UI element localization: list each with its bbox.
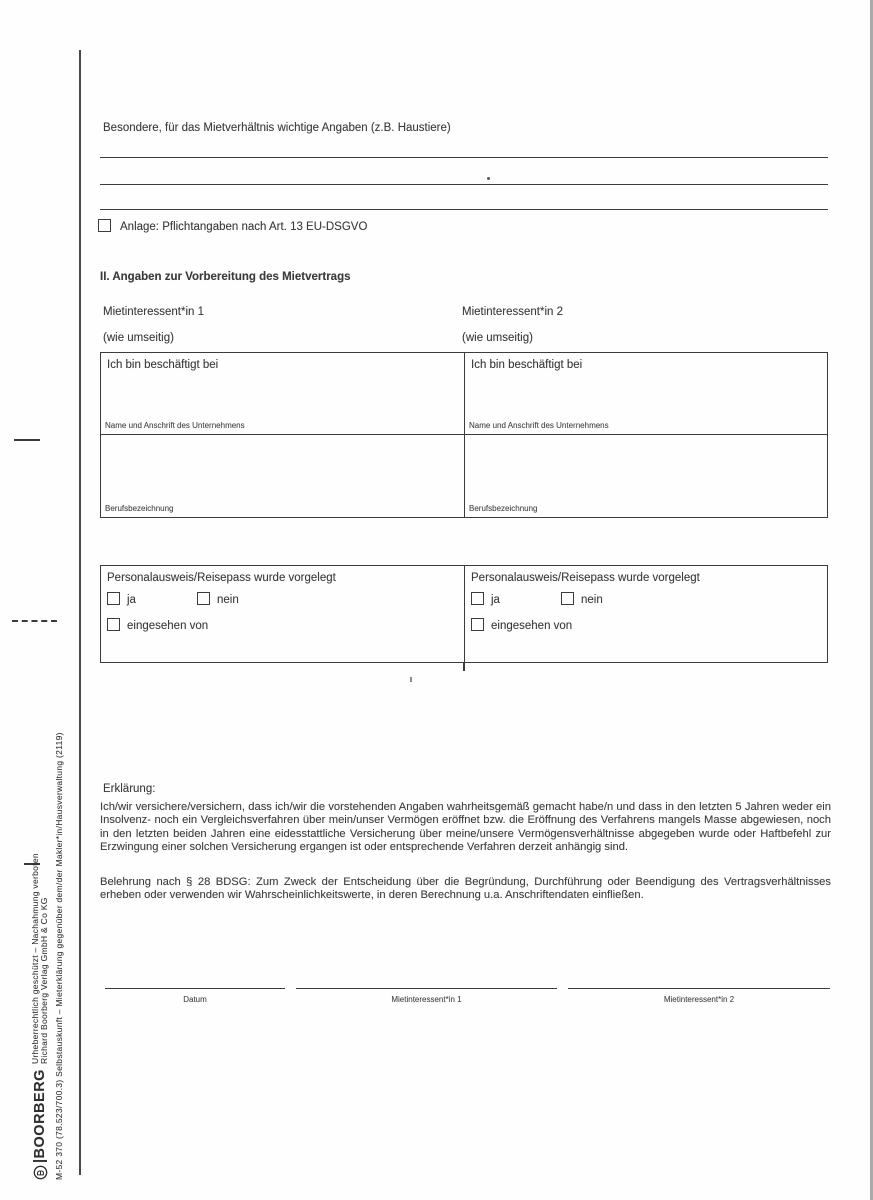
anlage-checkbox[interactable] [98,219,111,232]
bdsg-notice-paragraph: Belehrung nach § 28 BDSG: Zum Zweck der Entscheidung über die Begründung, Durchführung oder Beendigung des Vertragsverhältnisses erheben oder verwenden wir Wahrscheinlichkeitswerte, in deren Berechnung u.a. Anschriftendaten einfließen. [100,876,831,902]
col1-title: Mietinteressent*in 1 [103,306,204,318]
declaration-paragraph: Ich/wir versichere/versichern, dass ich/wir die vorstehenden Angaben wahrheitsgemäß gemacht habe/n und dass in den letzten 5 Jahren weder ein Insolvenz- noch ein Vergleichsverfahren über mein/unser Vermögen eröffnet bzw. die Eröffnung des Verfahrens mangels Masse abgewiesen, noch in den letzten beiden Jahren eine eidesstattliche Versicherung über meine/unsere Vermögensverhältnisse abgegeben wurde oder Haftbefehl zur Erzwingung einer solchen Versicherung ergangen ist oder entsprechende Verfahren derzeit anhängig sind. [100,801,831,854]
eingesehen-label-col1: eingesehen von [127,620,209,632]
fold-mark [14,439,40,441]
id-check-label-col2: Personalausweis/Reisepass wurde vorgelegt [471,572,700,584]
employment-cell-col2[interactable] [464,353,827,517]
ja-label-col1: ja [127,594,136,606]
boorberg-logo-icon [33,1165,48,1180]
col2-title: Mietinteressent*in 2 [462,306,563,318]
job-caption-col1: Berufsbezeichnung [105,504,174,513]
left-margin-line [79,50,81,1175]
eingesehen-label-col2: eingesehen von [491,620,573,632]
form-number: M-52 370 (78.523/700.3) Selbstauskunft – Mieterklärung gegenüber dem/der Makler*in/Hausverwaltung (2119) [54,732,64,1180]
publisher-imprint [29,690,71,1180]
employment-label-col2: Ich bin beschäftigt bei [471,359,583,371]
nein-label-col2: nein [581,594,603,606]
company-caption-col2: Name und Anschrift des Unternehmens [469,421,609,430]
signature-line-mi1[interactable] [296,988,557,1007]
publisher-name: Richard Boorberg Verlag GmbH & Co KG [39,897,49,1065]
employment-cell-col1[interactable] [101,353,464,517]
declaration-heading: Erklärung: [103,783,156,795]
id-check-table [100,565,828,663]
employment-table [100,352,828,518]
special-notes-heading: Besondere, für das Mietverhältnis wichtige Angaben (z.B. Haustiere) [103,122,451,134]
date-signature-line[interactable] [105,988,285,1007]
col1-subtitle: (wie umseitig) [103,332,174,344]
notes-line-1[interactable] [100,156,828,158]
company-caption-col1: Name und Anschrift des Unternehmens [105,421,245,430]
signature-line-mi2[interactable] [568,988,830,1007]
notes-line-3[interactable] [100,208,828,210]
notes-line-2[interactable] [100,183,828,185]
nein-checkbox-col1[interactable] [197,592,210,605]
job-caption-col2: Berufsbezeichnung [469,504,538,513]
nein-checkbox-col2[interactable] [561,592,574,605]
sig1-label: Mietinteressent*in 1 [391,995,462,1004]
employment-label-col1: Ich bin beschäftigt bei [107,359,219,371]
eingesehen-checkbox-col2[interactable] [471,618,484,631]
id-check-cell-col2 [464,566,827,662]
scan-speck [410,677,412,682]
id-check-cell-col1 [101,566,464,662]
date-label: Datum [183,995,207,1004]
section2-heading: II. Angaben zur Vorbereitung des Mietvertrags [100,271,351,283]
sig2-label: Mietinteressent*in 2 [663,995,735,1004]
col2-subtitle: (wie umseitig) [462,332,533,344]
fold-mark [12,620,57,622]
scan-speck [487,177,490,180]
divider-overrun-mark [463,663,465,671]
ja-checkbox-col2[interactable] [471,592,484,605]
ja-checkbox-col1[interactable] [107,592,120,605]
publisher-logo-text: |BOORBERG [32,1069,48,1163]
eingesehen-checkbox-col1[interactable] [107,618,120,631]
nein-label-col1: nein [217,594,239,606]
anlage-label: Anlage: Pflichtangaben nach Art. 13 EU-DSGVO [120,221,368,233]
id-check-label-col1: Personalausweis/Reisepass wurde vorgelegt [107,572,336,584]
copyright-line: Urheberrechtlich geschützt – Nachahmung verboten [29,853,40,1065]
ja-label-col2: ja [491,594,500,606]
